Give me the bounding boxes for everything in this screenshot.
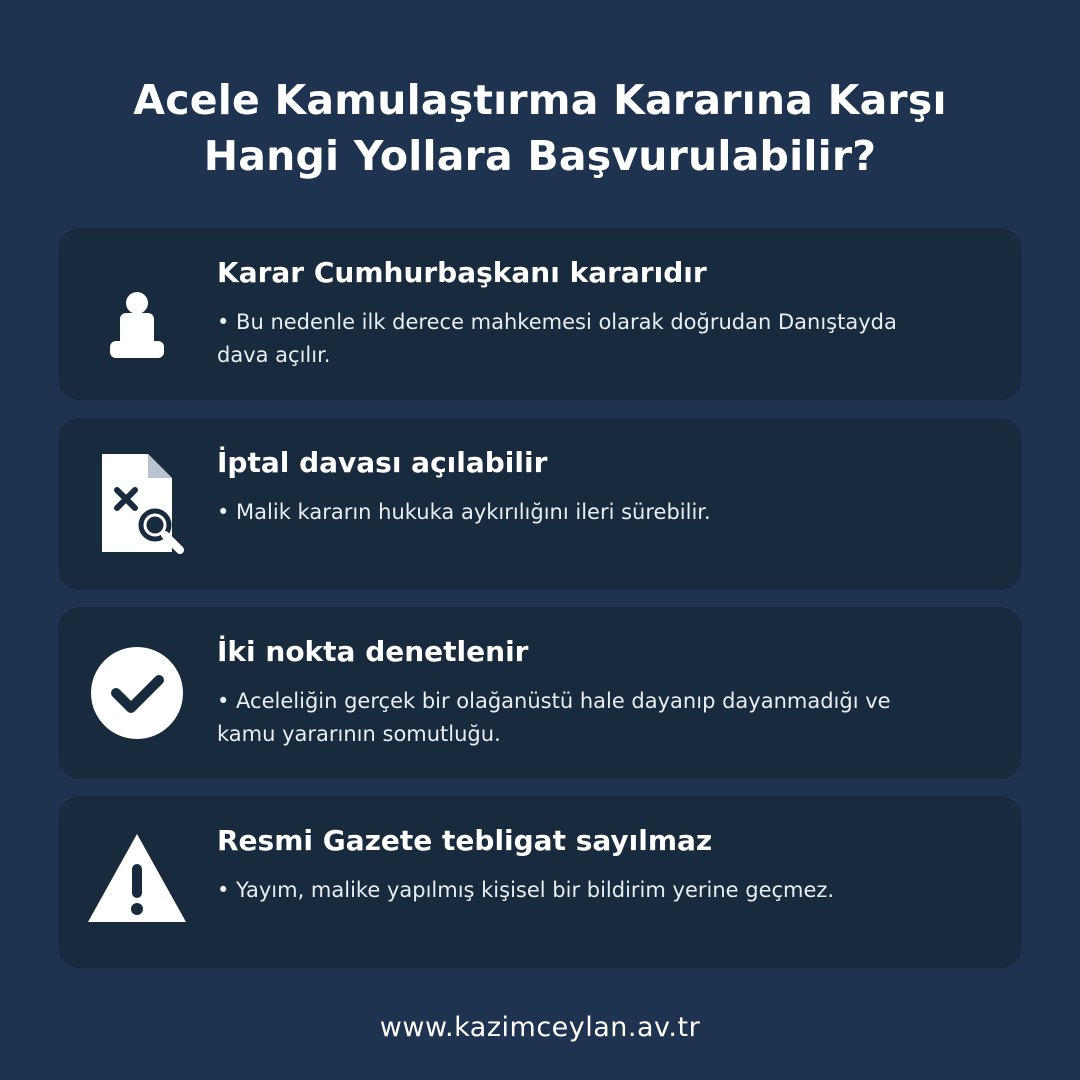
card-text: • Malik kararın hukuka aykırılığını ileri sürebilir. [217, 500, 711, 524]
card-heading: Resmi Gazete tebligat sayılmaz [217, 824, 713, 857]
document-reject-search-icon [86, 446, 186, 562]
warning-triangle-icon [86, 824, 186, 940]
judge-podium-icon [86, 256, 186, 372]
title-line-1: Acele Kamulaştırma Kararına Karşı [133, 76, 947, 124]
card-text: • Bu nedenle ilk derece mahkemesi olarak doğrudan Danıştayda dava açılır. [217, 310, 897, 367]
card-iki-nokta [58, 607, 1022, 779]
card-text: • Aceleliğin gerçek bir olağanüstü hale dayanıp dayanmadığı ve kamu yararının somutluğu. [217, 689, 891, 746]
card-cumhurbaskani-karari [58, 228, 1022, 400]
card-resmi-gazete [58, 796, 1022, 968]
card-iptal-davasi [58, 418, 1022, 590]
card-text: • Yayım, malike yapılmış kişisel bir bildirim yerine geçmez. [217, 878, 835, 902]
card-heading: İki nokta denetlenir [217, 635, 529, 668]
title-line-2: Hangi Yollara Başvurulabilir? [203, 132, 877, 180]
card-heading: İptal davası açılabilir [217, 446, 548, 479]
check-circle-icon [86, 635, 186, 751]
website-footer: www.kazimceylan.av.tr [379, 1012, 701, 1043]
page-title [40, 72, 1040, 184]
card-heading: Karar Cumhurbaşkanı kararıdır [217, 256, 707, 289]
